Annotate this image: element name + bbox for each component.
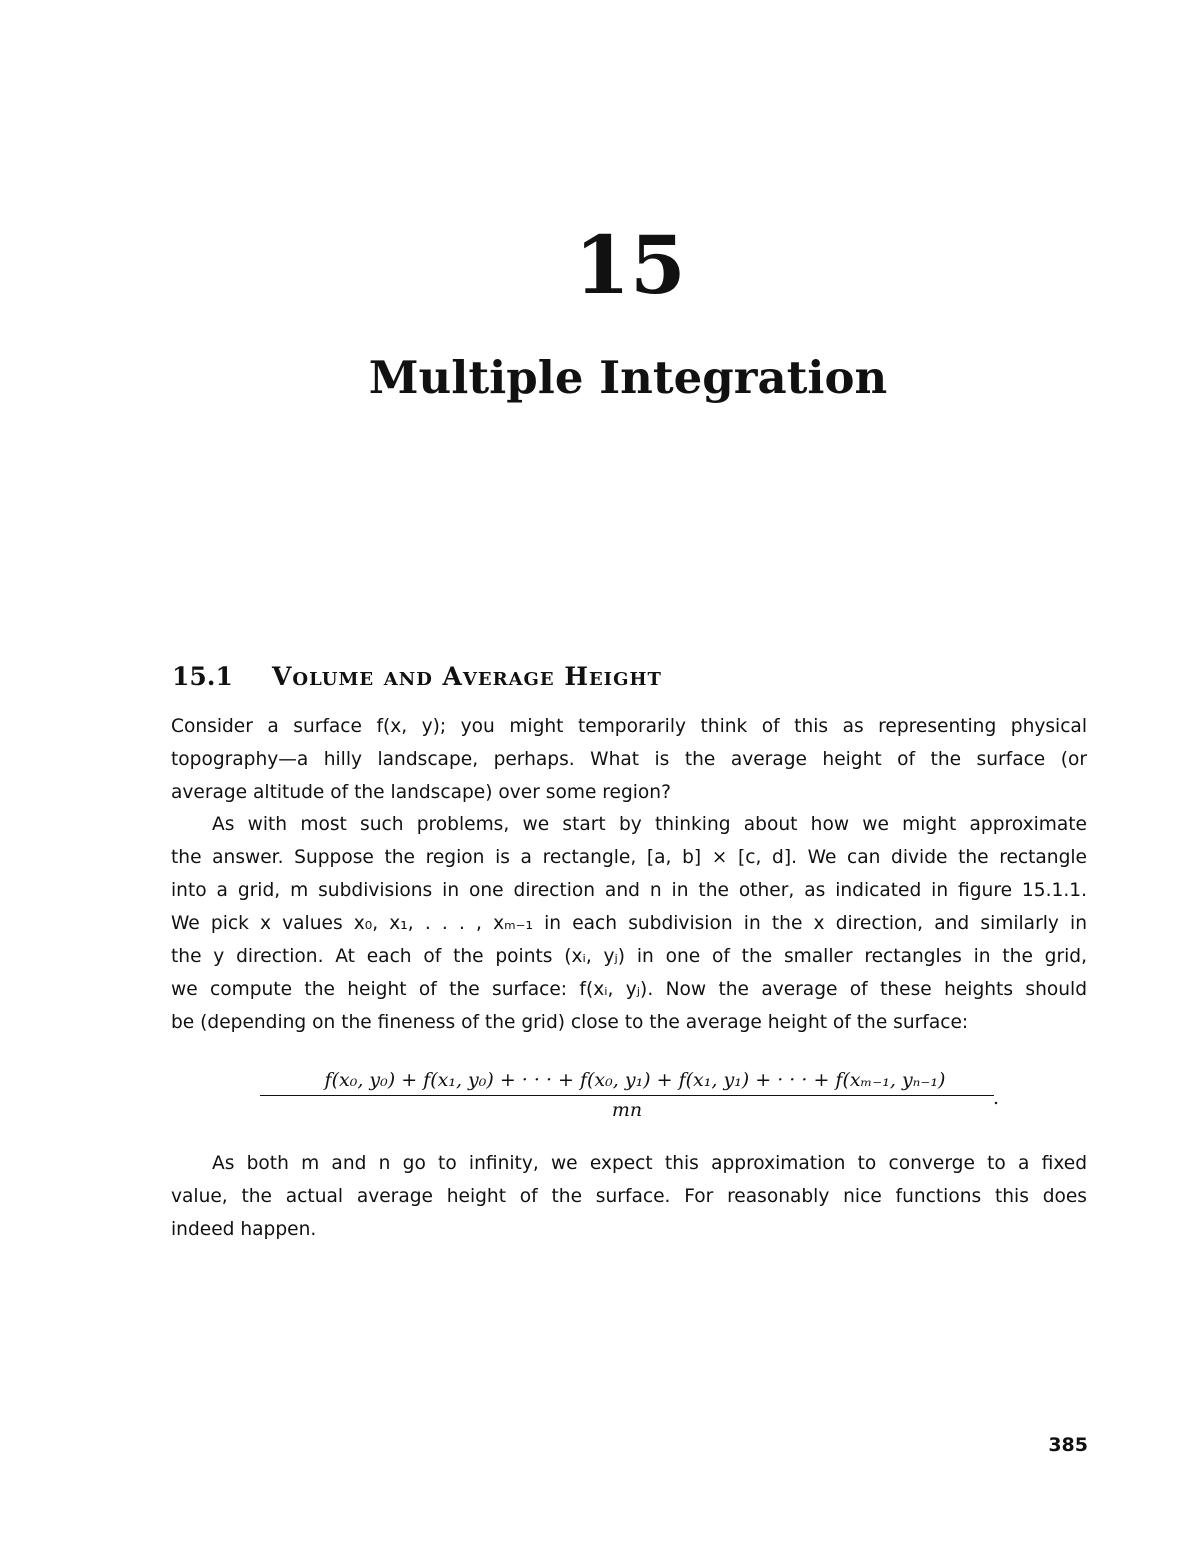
paragraph-line: average altitude of the landscape) over some region?	[171, 782, 671, 803]
average-height-equation	[255, 1065, 1015, 1124]
paragraph-line: We pick x values x₀, x₁, . . . , xₘ₋₁ in each subdivision in the x direction, and similarly in	[171, 913, 1087, 934]
paragraph-line: indeed happen.	[171, 1219, 317, 1240]
equation-period: .	[993, 1087, 1000, 1109]
paragraph-line: the answer. Suppose the region is a rectangle, [a, b] × [c, d]. We can divide the rectangle	[171, 847, 1087, 868]
paragraph-line: into a grid, m subdivisions in one direction and n in the other, as indicated in figure 15.1.1.	[171, 880, 1087, 901]
paragraph-line: we compute the height of the surface: f(xᵢ, yⱼ). Now the average of these heights should	[171, 979, 1087, 1000]
paragraph-line: the y direction. At each of the points (xᵢ, yⱼ) in one of the smaller rectangles in the grid,	[171, 946, 1087, 967]
paragraph-line: Consider a surface f(x, y); you might temporarily think of this as representing physical	[171, 716, 1087, 737]
section-number: 15.1	[172, 662, 233, 691]
page-number: 385	[1048, 1434, 1088, 1456]
paragraph-line: value, the actual average height of the surface. For reasonably nice functions this does	[171, 1186, 1087, 1207]
chapter-number: 15	[574, 218, 686, 312]
paragraph-line: topography—a hilly landscape, perhaps. What is the average height of the surface (or	[171, 749, 1087, 770]
section-title: Volume and Average Height	[272, 662, 662, 691]
paragraph-line: As with most such problems, we start by thinking about how we might approximate	[212, 814, 1087, 835]
equation-numerator: f(x₀, y₀) + f(x₁, y₀) + · · · + f(x₀, y₁) + f(x₁, y₁) + · · · + f(xₘ₋₁, yₙ₋₁)	[324, 1069, 946, 1091]
equation-denominator: mn	[611, 1099, 643, 1121]
chapter-title: Multiple Integration	[368, 351, 888, 404]
section-heading	[172, 660, 662, 694]
paragraph-line: be (depending on the fineness of the grid) close to the average height of the surface:	[171, 1012, 969, 1033]
paragraph-line: As both m and n go to infinity, we expect this approximation to converge to a fixed	[212, 1153, 1087, 1174]
